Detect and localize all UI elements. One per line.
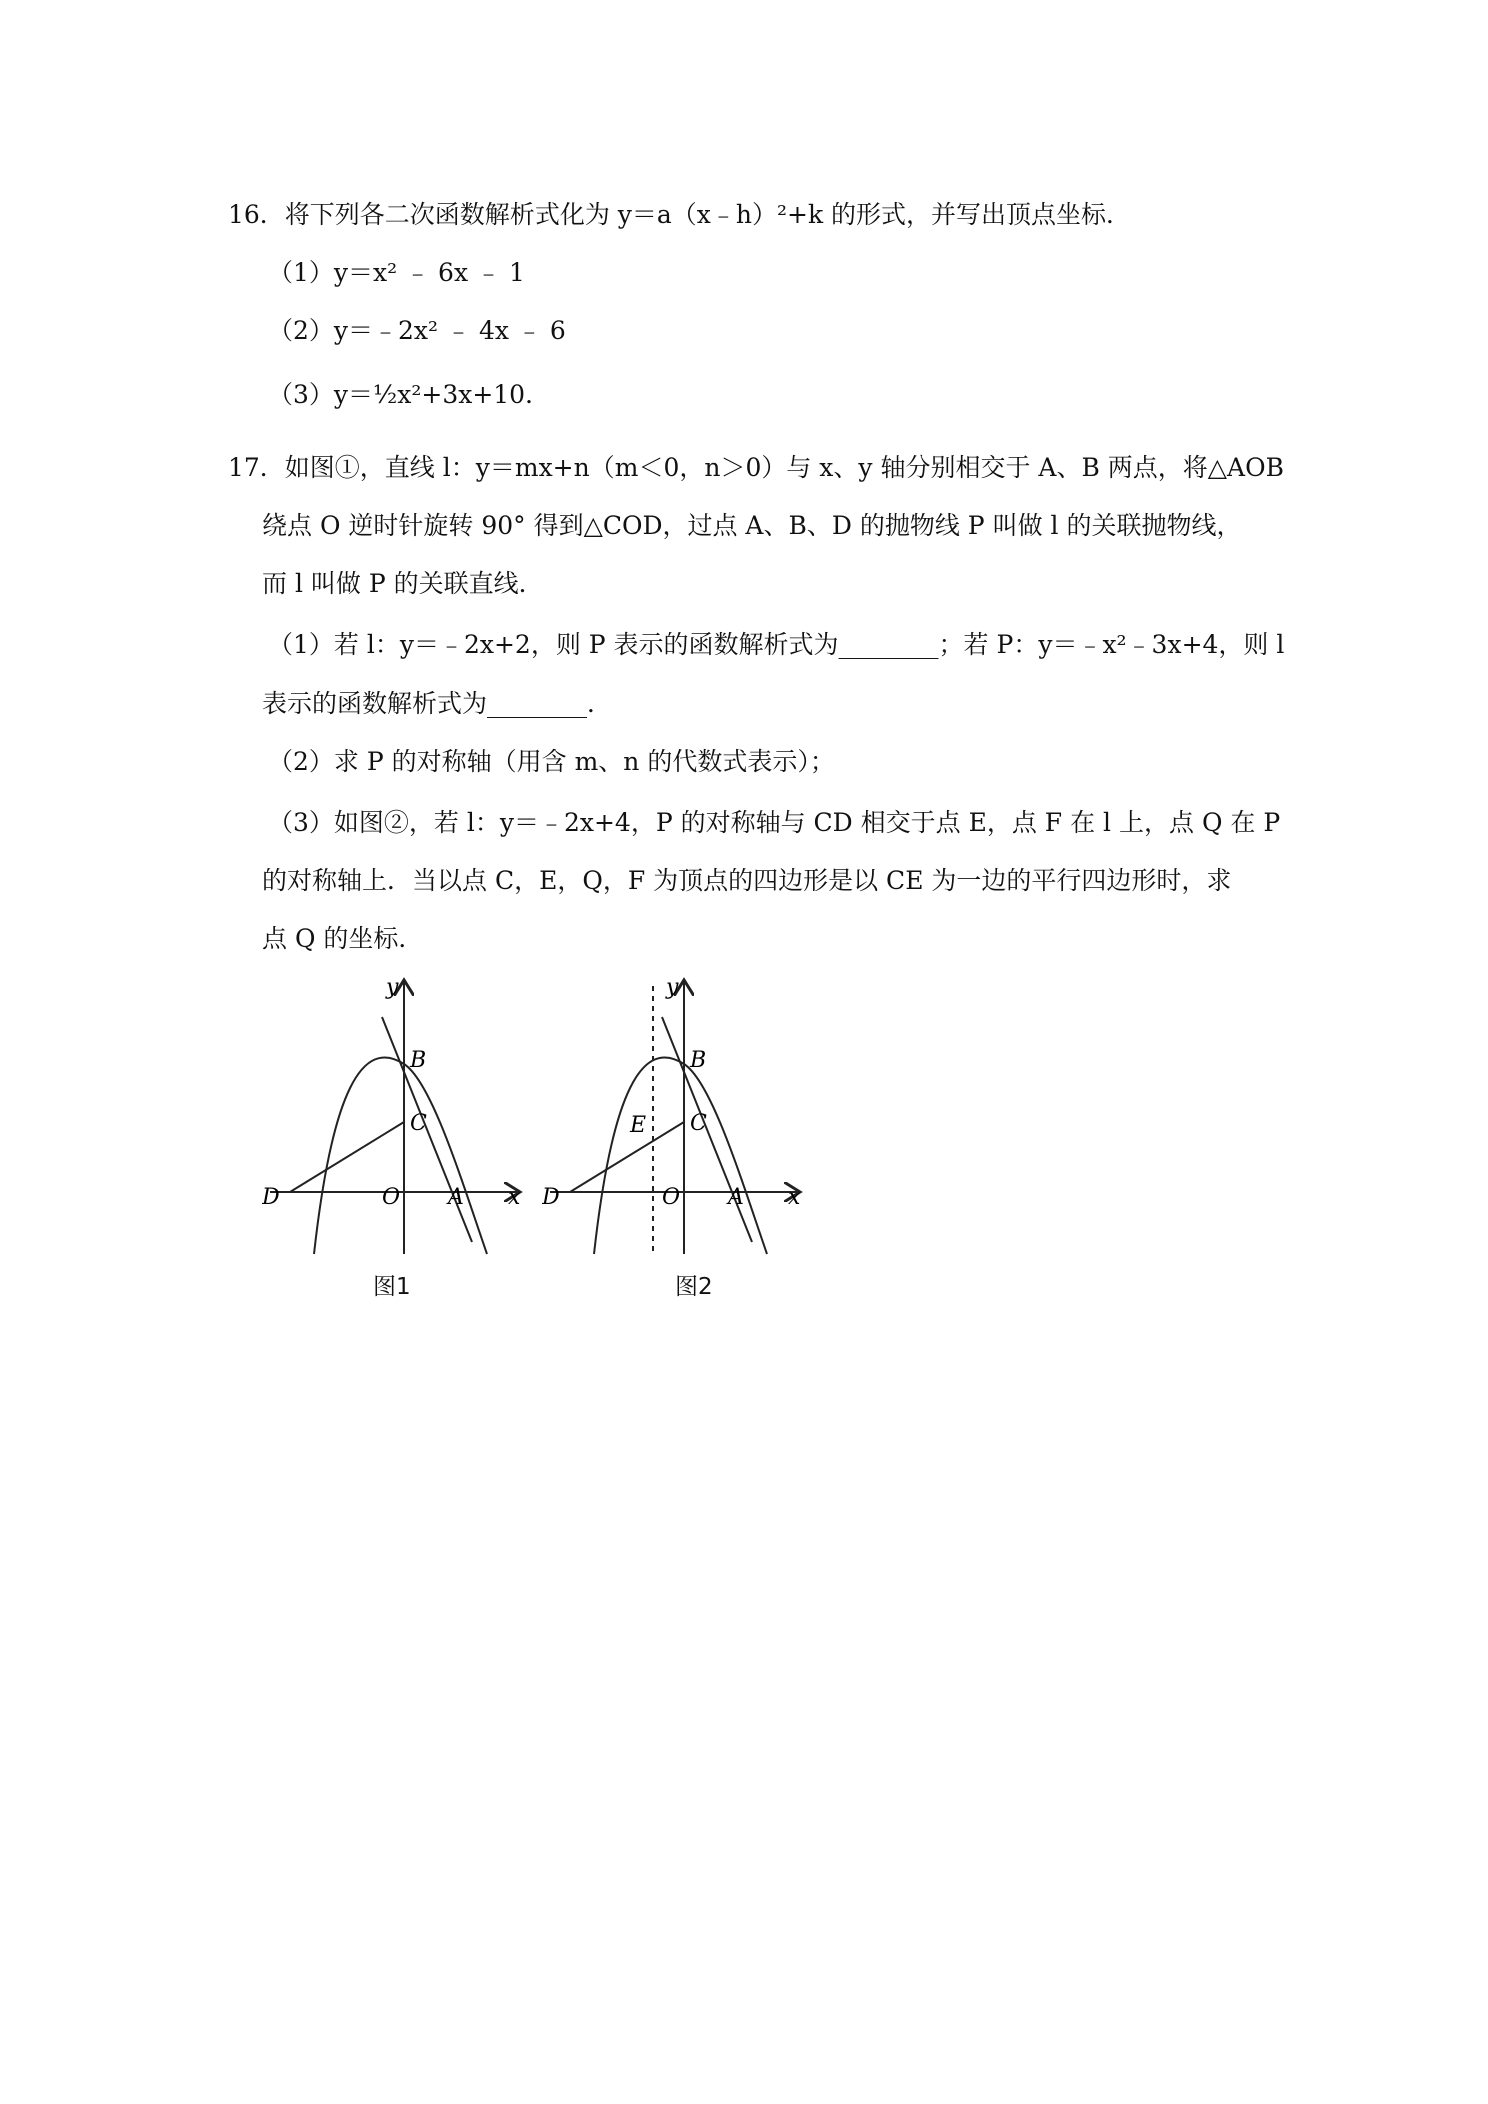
segment-CD — [570, 1122, 684, 1192]
label-y: y — [666, 975, 679, 1000]
segment-CD — [290, 1122, 404, 1192]
label-x: x — [788, 1185, 801, 1210]
q17-line3: 而 l 叫做 P 的关联直线． — [262, 569, 544, 598]
label-E: E — [630, 1113, 647, 1138]
figure-1-caption: 图1 — [373, 1274, 411, 1300]
q17-sub2: （2）求 P 的对称轴（用含 m、n 的代数式表示）； — [268, 747, 835, 776]
label-B: B — [690, 1048, 707, 1073]
q17-sub1-line2: 表示的函数解析式为________． — [262, 689, 613, 718]
label-x: x — [508, 1185, 521, 1210]
label-B: B — [410, 1048, 427, 1073]
q17-sub3-line2: 的对称轴上．当以点 C，E，Q，F 为顶点的四边形是以 CE 为一边的平行四边形时，求 — [262, 866, 1232, 895]
label-A: A — [448, 1185, 464, 1210]
q17-line1: 17．如图①，直线 l：y＝mx+n（m＜0，n＞0）与 x、y 轴分别相交于 A、B 两点，将△AOB — [228, 453, 1284, 482]
q16-part1: （1）y＝x² ﹣ 6x ﹣ 1 — [268, 258, 525, 287]
parabola — [314, 1057, 487, 1254]
label-C: C — [410, 1111, 427, 1136]
figure-2-caption: 图2 — [675, 1274, 713, 1300]
label-D: D — [542, 1185, 560, 1210]
parabola — [594, 1057, 767, 1254]
label-D: D — [262, 1185, 280, 1210]
q17-sub1-line1: （1）若 l：y＝﹣2x+2，则 P 表示的函数解析式为________；若 P：y＝﹣x²﹣3x+4，则 l — [268, 630, 1285, 659]
figure-2 — [542, 972, 812, 1272]
q16-part3: （3）y＝½x²+3x+10． — [268, 380, 551, 409]
label-C: C — [690, 1111, 707, 1136]
q16-part2: （2）y＝﹣2x² ﹣ 4x ﹣ 6 — [268, 316, 566, 345]
label-O: O — [382, 1185, 401, 1210]
label-O: O — [662, 1185, 681, 1210]
q17-line2: 绕点 O 逆时针旋转 90° 得到△COD，过点 A、B、D 的抛物线 P 叫做 l 的关联抛物线， — [262, 511, 1242, 540]
label-y: y — [386, 975, 399, 1000]
q17-sub3-line1: （3）如图②，若 l：y＝﹣2x+4，P 的对称轴与 CD 相交于点 E，点 F 在 l 上，点 Q 在 P — [268, 808, 1281, 837]
figure-1 — [262, 972, 532, 1272]
q16-stem: 16．将下列各二次函数解析式化为 y＝a（x﹣h）²+k 的形式，并写出顶点坐标． — [228, 200, 1132, 229]
q17-sub3-line3: 点 Q 的坐标． — [262, 924, 424, 953]
label-A: A — [728, 1185, 744, 1210]
